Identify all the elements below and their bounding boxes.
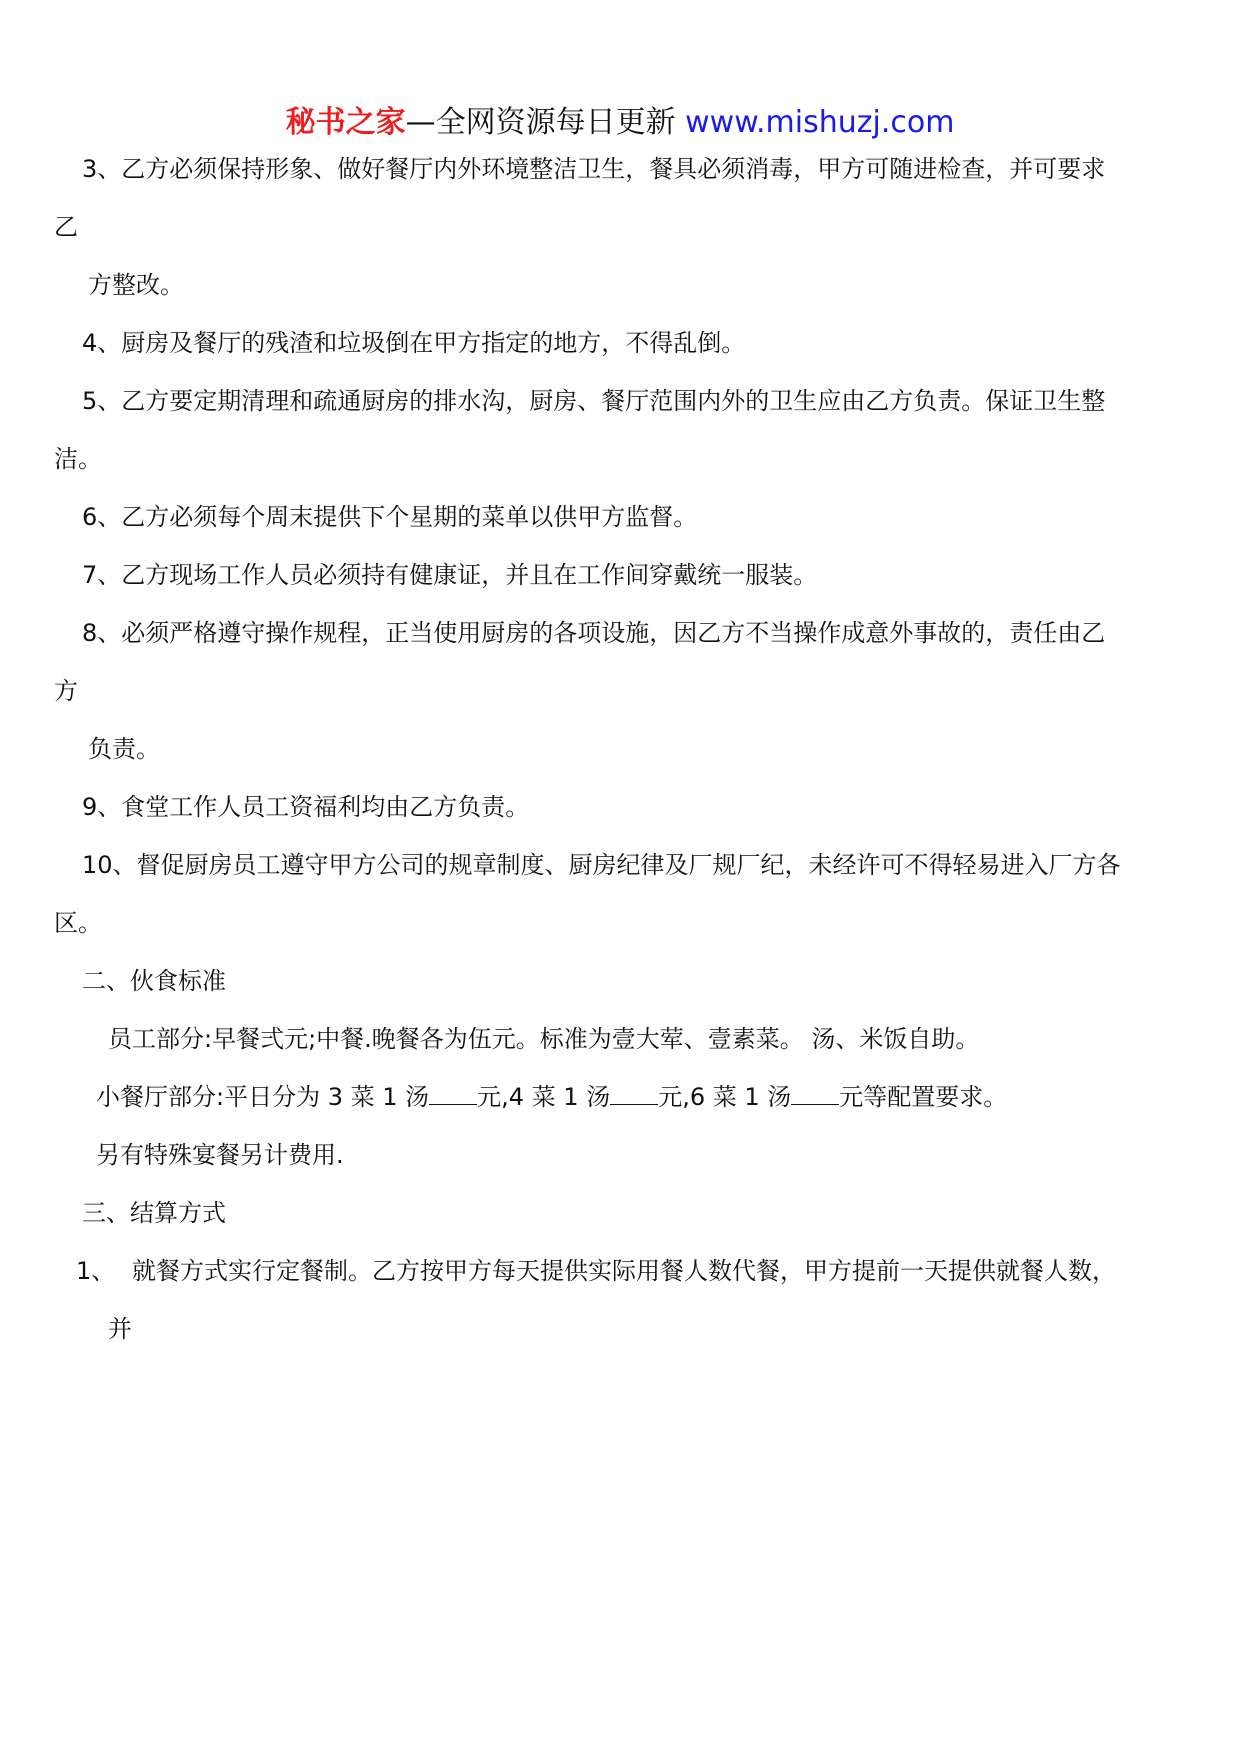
clause-3: 3、乙方必须保持形象、做好餐厅内外环境整洁卫生，餐具必须消毒，甲方可随进检查，并可要求 <box>82 155 1106 183</box>
page-header <box>0 103 1240 143</box>
settlement-item-1: 就餐方式实行定餐制。乙方按甲方每天提供实际用餐人数代餐，甲方提前一天提供就餐人数， <box>132 1257 1116 1285</box>
clause-5: 5、乙方要定期清理和疏通厨房的排水沟，厨房、餐厅范围内外的卫生应由乙方负责。保证卫生整 <box>82 387 1106 415</box>
special-banquet-note: 另有特殊宴餐另计费用. <box>96 1141 344 1169</box>
small-dining-mid-2: 元,6 菜 1 汤 <box>658 1083 792 1111</box>
clause-3-wrap: 乙 <box>54 213 78 241</box>
price-blank-6-dishes <box>791 1080 839 1105</box>
clause-10: 10、督促厨房员工遵守甲方公司的规章制度、厨房纪律及厂规厂纪，未经许可不得轻易进入厂方各 <box>82 851 1121 879</box>
small-dining-prefix: 小餐厅部分:平日分为 3 菜 1 汤 <box>96 1083 430 1111</box>
clause-8-cont: 负责。 <box>88 735 160 763</box>
small-dining-room-standard <box>96 1080 1007 1114</box>
clause-7: 7、乙方现场工作人员必须持有健康证，并且在工作间穿戴统一服装。 <box>82 561 818 589</box>
clause-6: 6、乙方必须每个周末提供下个星期的菜单以供甲方监督。 <box>82 503 698 531</box>
price-blank-3-dishes <box>429 1080 477 1105</box>
section-3-heading: 三、结算方式 <box>82 1199 226 1227</box>
small-dining-suffix: 元等配置要求。 <box>839 1083 1008 1111</box>
price-blank-4-dishes <box>610 1080 658 1105</box>
brand-name: 秘书之家 <box>285 105 406 140</box>
clause-3-cont: 方整改。 <box>88 271 184 299</box>
clause-5-wrap: 洁。 <box>54 445 102 473</box>
header-slogan: —全网资源每日更新 <box>405 105 686 140</box>
clause-10-wrap: 区。 <box>54 909 102 937</box>
clause-8: 8、必须严格遵守操作规程，正当使用厨房的各项设施，因乙方不当操作成意外事故的，责任由乙 <box>82 619 1106 647</box>
clause-4: 4、厨房及餐厅的残渣和垃圾倒在甲方指定的地方，不得乱倒。 <box>82 329 746 357</box>
website-link[interactable]: www.mishuzj.com <box>685 105 955 140</box>
settlement-item-1-number: 1、 <box>76 1257 116 1285</box>
small-dining-mid-1: 元,4 菜 1 汤 <box>477 1083 611 1111</box>
clause-9: 9、食堂工作人员工资福利均由乙方负责。 <box>82 793 530 821</box>
staff-meal-standard: 员工部分:早餐弍元;中餐.晚餐各为伍元。标准为壹大荤、壹素菜。 汤、米饭自助。 <box>108 1025 980 1053</box>
section-2-heading: 二、伙食标准 <box>82 967 226 995</box>
clause-8-wrap: 方 <box>54 677 78 705</box>
settlement-item-1-cont: 并 <box>108 1315 132 1343</box>
